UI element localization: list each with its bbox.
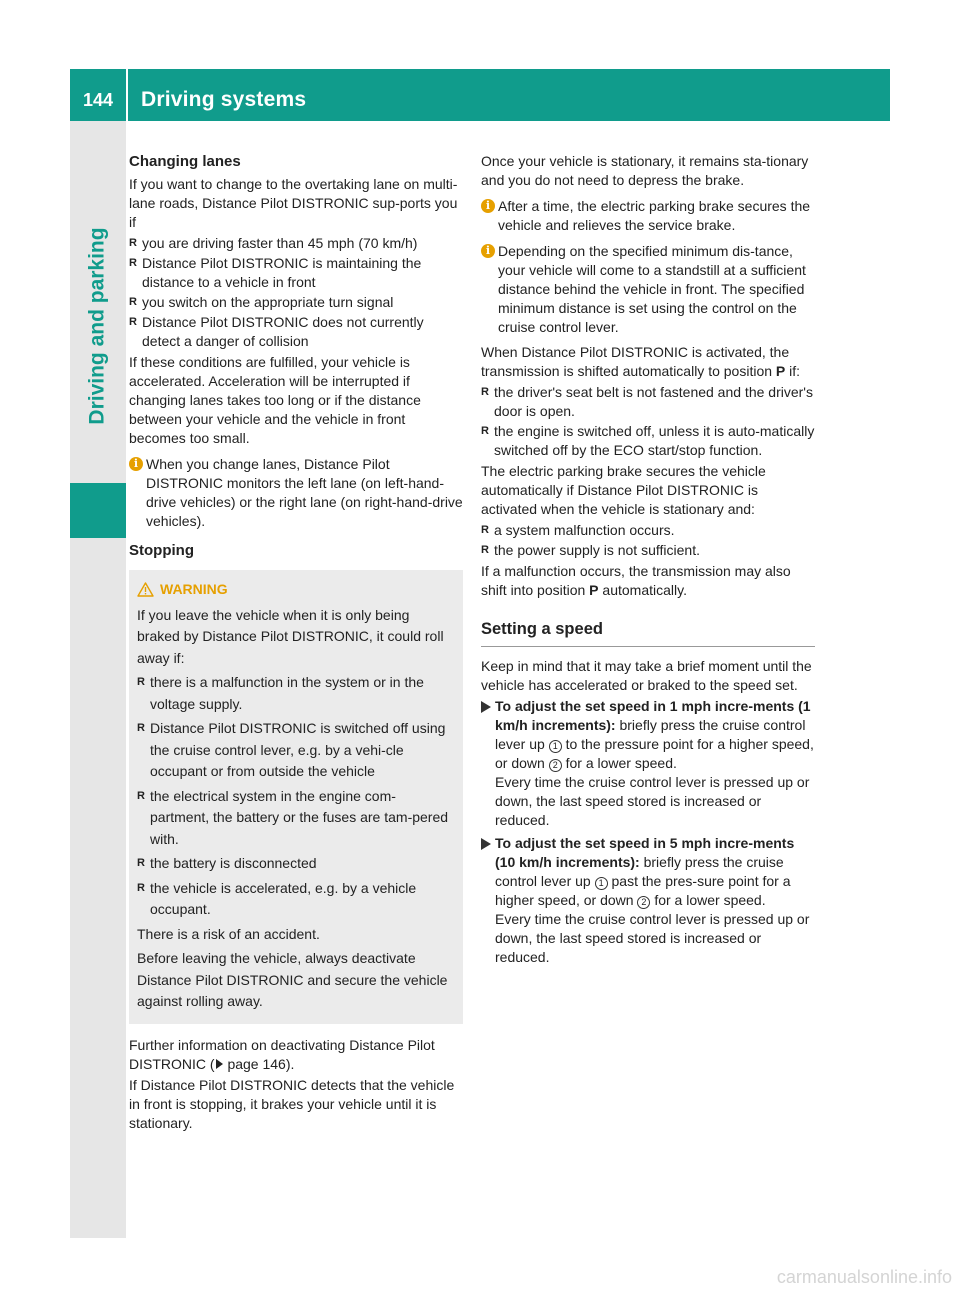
changing-lanes-conditions [129, 234, 463, 351]
setting-speed-heading: Setting a speed [481, 620, 815, 647]
watermark: carmanualsonline.info [776, 1267, 952, 1287]
list-item: R the driver's seat belt is not fastened and the driver's door is open. [481, 383, 815, 421]
info-text: When you change lanes, Distance Pilot DISTRONIC monitors the left lane (on left-hand-drive vehicles) or the right lane (on right-hand-drive vehicles). [146, 456, 463, 529]
header-divider [126, 69, 128, 121]
changing-lanes-after: If these conditions are fulfilled, your vehicle is accelerated. Acceleration will be interrupted if changing lanes takes too long or if the distance between your vehicle and the vehicle in front becomes too small. [129, 354, 421, 446]
callout-2-icon: 2 [549, 759, 562, 772]
list-item: R the electrical system in the engine com-partment, the battery or the fuses are tam-pered with. [137, 786, 455, 851]
callout-1-icon: 1 [595, 877, 608, 890]
list-item: R Distance Pilot DISTRONIC is switched off using the cruise control lever, e.g. by a vehi-cle occupant or from outside the vehicle [137, 718, 455, 783]
step-arrow-icon [481, 838, 491, 850]
page-ref-arrow-icon [216, 1059, 223, 1069]
list-item: R Distance Pilot DISTRONIC is maintaining the distance to a vehicle in front [129, 254, 463, 292]
warning-risk: There is a risk of an accident. [137, 925, 320, 942]
callout-1-icon: 1 [549, 740, 562, 753]
stopping-detect: If Distance Pilot DISTRONIC detects that the vehicle in front is stopping, it brakes your vehicle until it is stationary. [129, 1076, 455, 1131]
stopping-heading: Stopping [129, 542, 194, 559]
list-item: R the power supply is not sufficient. [481, 541, 815, 560]
sidebar-chapter-marker [70, 483, 126, 538]
info-text: After a time, the electric parking brake secures the vehicle and relieves the service brake. [498, 198, 811, 233]
step-arrow-icon [481, 701, 491, 713]
info-note [481, 197, 815, 235]
step-1mph: To adjust the set speed in 1 mph incre-ments (1 km/h increments): briefly press the cruise control lever up 1 to the pressure point for a higher speed, or down 2 for a lower speed. Every time the cruise control lever is pressed up or down, the last speed stored is increased or reduced. [481, 697, 815, 830]
changing-lanes-heading: Changing lanes [129, 153, 241, 170]
list-item: R you are driving faster than 45 mph (70 km/h) [129, 234, 463, 253]
info-icon: i [481, 244, 495, 258]
callout-2-icon: 2 [637, 896, 650, 909]
park-conditions [481, 383, 815, 460]
list-item: R there is a malfunction in the system or in the voltage supply. [137, 672, 455, 715]
epb-conditions [481, 521, 815, 560]
info-text: Depending on the specified minimum dis-tance, your vehicle will come to a standstill at a sufficient distance behind the vehicle in front. The specified minimum distance is set using the control on the cruise control lever. [498, 243, 806, 335]
list-item: R the vehicle is accelerated, e.g. by a vehicle occupant. [137, 878, 455, 921]
warning-advice: Before leaving the vehicle, always deactivate Distance Pilot DISTRONIC and secure the vehicle against rolling away. [137, 950, 448, 1009]
info-icon: i [481, 199, 495, 213]
warning-list [137, 672, 455, 921]
list-item: R a system malfunction occurs. [481, 521, 815, 540]
page-ref-link[interactable]: page 146 [227, 1055, 286, 1072]
right-column [481, 152, 815, 971]
warning-triangle-icon [137, 582, 154, 597]
info-icon: i [129, 457, 143, 471]
page-number: 144 [82, 90, 114, 110]
park-intro: When Distance Pilot DISTRONIC is activated, the transmission is shifted automatically to position P if: [481, 344, 801, 379]
list-item: R the battery is disconnected [137, 853, 455, 875]
warning-header [137, 579, 455, 601]
setting-intro: Keep in mind that it may take a brief moment until the vehicle has accelerated or braked to the speed set. [481, 658, 812, 693]
changing-lanes-intro: If you want to change to the overtaking lane on multi-lane roads, Distance Pilot DISTRONIC sup-ports you if [129, 176, 458, 230]
malfunction-text: If a malfunction occurs, the transmission may also shift into position P automatically. [481, 563, 791, 598]
warning-intro: If you leave the vehicle when it is only being braked by Distance Pilot DISTRONIC, it could roll away if: [137, 606, 444, 666]
list-item: R you switch on the appropriate turn signal [129, 293, 463, 312]
step-5mph: To adjust the set speed in 5 mph incre-ments (10 km/h increments): briefly press the cruise control lever up 1 past the pres-sure point for a higher speed, or down 2 for a lower speed. Every time the cruise control lever is pressed up or down, the last speed stored is increased or reduced. [481, 834, 815, 967]
further-info: Further information on deactivating Distance Pilot DISTRONIC ( page 146). [129, 1036, 435, 1072]
page-title: Driving systems [141, 88, 307, 111]
stationary-text: Once your vehicle is stationary, it remains sta-tionary and you do not need to depress the brake. [481, 153, 809, 188]
list-item: R the engine is switched off, unless it is auto-matically switched off by the ECO start/stop function. [481, 422, 815, 460]
left-column [129, 152, 463, 1135]
info-note [481, 242, 815, 337]
sidebar-chapter-label: Driving and parking [86, 227, 110, 425]
warning-box [129, 570, 463, 1024]
epb-text: The electric parking brake secures the vehicle automatically if Distance Pilot DISTRONIC is activated when the vehicle is stationary and: [481, 463, 766, 517]
list-item: R Distance Pilot DISTRONIC does not currently detect a danger of collision [129, 313, 463, 351]
info-note [129, 455, 463, 531]
warning-title: WARNING [160, 581, 228, 597]
